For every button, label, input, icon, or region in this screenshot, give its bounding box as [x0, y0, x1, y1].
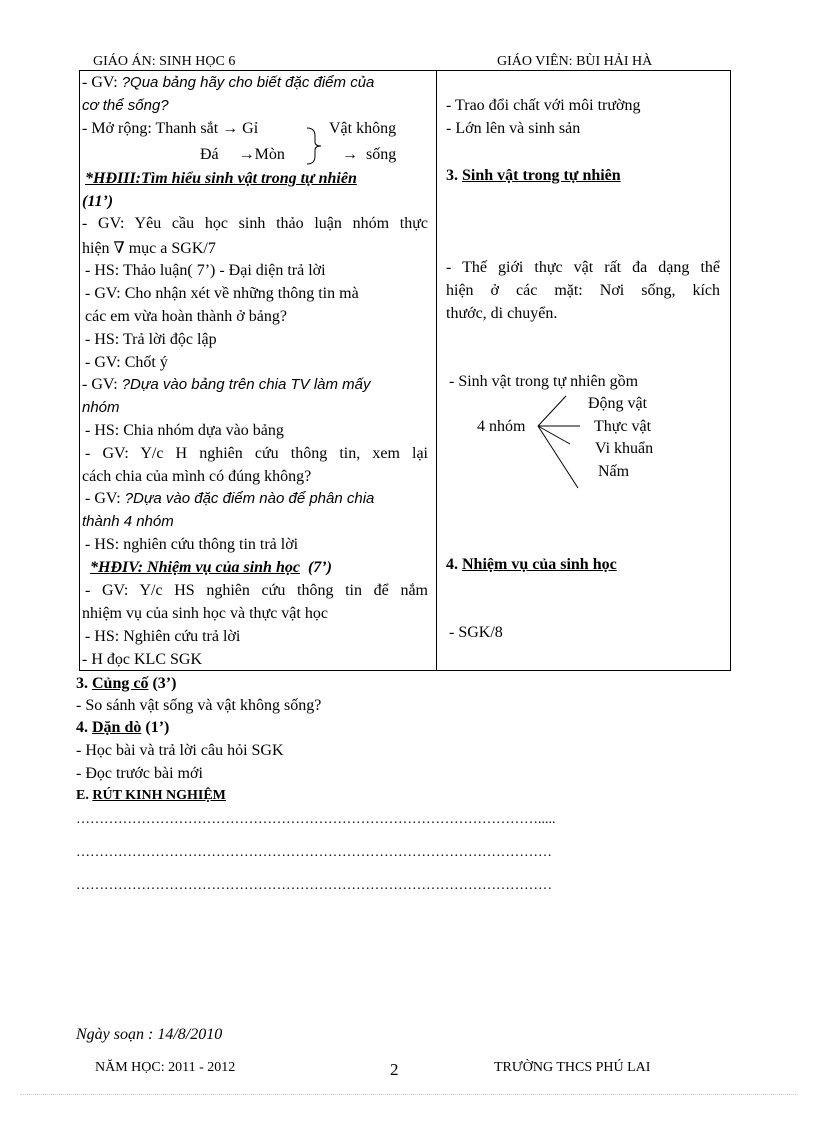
- arrow-icon: →: [222, 120, 239, 137]
- section-4-heading: [90, 559, 332, 577]
- table-divider: [436, 70, 437, 670]
- text: Mòn: [254, 146, 285, 163]
- right-line-8: - SGK/8: [449, 624, 503, 641]
- brace-icon: [305, 124, 325, 168]
- question-text: ?Qua bảng hãy cho biết đặc điểm của: [121, 74, 375, 91]
- heading-text: Củng cố: [92, 675, 149, 692]
- group-item-animals: Động vật: [588, 395, 648, 412]
- text: Đá: [200, 146, 219, 163]
- left-line-8: hiện ∇ mục a SGK/7: [82, 240, 216, 257]
- text: - GV:: [82, 376, 122, 393]
- section-3-heading: [85, 170, 357, 188]
- heading-text: *HĐIII:Tìm hiểu sinh vật trong tự nhiên: [85, 170, 357, 187]
- left-line-18: cách chia của mình có đúng không?: [82, 468, 312, 485]
- left-line-3-right: Vật không: [329, 120, 397, 137]
- left-line-12: - HS: Trả lời độc lập: [85, 331, 217, 348]
- left-line-11: các em vừa hoàn thành ở bảng?: [85, 308, 287, 325]
- heading-time: (1’): [141, 719, 170, 736]
- group-item-fungi: Nấm: [598, 463, 630, 480]
- text: - GV:: [85, 490, 125, 507]
- header-left: GIÁO ÁN: SINH HỌC 6: [93, 54, 236, 69]
- group-item-plants: Thực vật: [594, 418, 652, 435]
- right-line-4: [446, 259, 720, 277]
- text: - GV: Y/c HS nghiên cứu thông tin để nắm: [85, 582, 428, 599]
- header-right: GIÁO VIÊN: BÙI HẢI HÀ: [497, 54, 653, 69]
- heading-text: *HĐIV: Nhiệm vụ của sinh học: [90, 559, 300, 576]
- footer-dotted-rule: [20, 1094, 796, 1095]
- text: sống: [366, 146, 397, 163]
- right-line-5: [446, 282, 720, 300]
- left-line-24: nhiệm vụ của sinh học và thực vật học: [82, 605, 328, 622]
- text: - GV: Yêu cầu học sinh thảo luận nhóm thực: [82, 215, 428, 232]
- dotted-line-2: …………………………………………………………………………………………: [76, 845, 552, 860]
- section-3-time: (11’): [82, 193, 114, 210]
- content-table: [79, 70, 731, 671]
- heading-text: Nhiệm vụ của sinh học: [462, 556, 617, 573]
- heading-time: (7’): [307, 559, 332, 576]
- text: - GV:: [82, 74, 122, 91]
- footer-school-name: TRƯỜNG THCS PHÚ LAI: [494, 1060, 651, 1075]
- left-line-16: - HS: Chia nhóm dựa vào bảng: [85, 422, 284, 439]
- left-line-14: [82, 376, 371, 394]
- heading-time: (3’): [148, 675, 177, 692]
- right-line-1: - Trao đổi chất với môi trường: [446, 97, 641, 114]
- heading-prefix: E.: [76, 788, 93, 803]
- left-line-23: [85, 582, 428, 600]
- footer-school-year: NĂM HỌC: 2011 - 2012: [95, 1060, 236, 1075]
- heading-text: RÚT KINH NGHIỆM: [92, 788, 226, 803]
- text: Gỉ: [242, 120, 259, 137]
- left-line-7: [82, 215, 428, 233]
- group-item-bacteria: Vi khuẩn: [595, 440, 654, 457]
- dotted-line-1: ……………………………………………………………………………………….....: [76, 812, 556, 827]
- left-line-1: [82, 74, 374, 92]
- left-line-2: cơ thể sống?: [82, 97, 169, 114]
- section-e-heading: [76, 788, 226, 804]
- left-line-10: - GV: Cho nhận xét về những thông tin mà: [85, 285, 359, 302]
- arrow-icon: →: [342, 146, 358, 163]
- right-section-3-heading: [446, 167, 621, 185]
- question-text: ?Dựa vào đặc điểm nào để phân chia: [124, 490, 375, 507]
- left-line-4: [200, 146, 285, 164]
- page-number: 2: [390, 1060, 399, 1079]
- preparation-date: Ngày soạn : 14/8/2010: [76, 1026, 223, 1043]
- homework-line-2: - Đọc trước bài mới: [76, 765, 203, 782]
- left-line-19: [85, 490, 374, 508]
- left-line-13: - GV: Chốt ý: [85, 354, 168, 371]
- consolidation-text: - So sánh vật sống và vật không sống?: [76, 697, 322, 714]
- question-text: ?Dựa vào bảng trên chia TV làm mấy: [121, 376, 371, 393]
- right-line-2: - Lớn lên và sinh sản: [446, 120, 581, 137]
- text: hiện ở các mặt: Nơi sống, kích: [446, 282, 720, 299]
- left-line-20: thành 4 nhóm: [82, 513, 174, 530]
- right-line-7: - Sinh vật trong tự nhiên gồm: [449, 373, 639, 390]
- heading-text: Sinh vật trong tự nhiên: [462, 167, 621, 184]
- heading-number: 4.: [76, 719, 92, 736]
- left-line-25: - HS: Nghiên cứu trả lời: [85, 628, 241, 645]
- heading-number: 3.: [76, 675, 92, 692]
- left-line-17: [85, 445, 428, 463]
- left-line-3: [82, 120, 258, 138]
- left-line-4-right: [342, 146, 396, 164]
- left-line-21: - HS: nghiên cứu thông tin trả lời: [85, 536, 299, 553]
- left-line-26: - H đọc KLC SGK: [82, 651, 202, 668]
- arrow-icon: →: [238, 146, 255, 163]
- right-line-6: thước, di chuyển.: [446, 305, 558, 322]
- text: - GV: Y/c H nghiên cứu thông tin, xem lại: [85, 445, 428, 462]
- text: - Mở rộng: Thanh sắt: [82, 120, 219, 137]
- section-consolidation-heading: [76, 675, 176, 693]
- dotted-line-3: …………………………………………………………………………………………: [76, 878, 552, 893]
- heading-text: Dặn dò: [92, 719, 142, 736]
- heading-number: 4.: [446, 556, 462, 573]
- branch-lines-icon: [536, 392, 586, 492]
- left-line-15: nhóm: [82, 399, 120, 416]
- right-section-4-heading: [446, 556, 617, 574]
- text: - Thế giới thực vật rất đa dạng thể: [446, 259, 720, 276]
- heading-number: 3.: [446, 167, 462, 184]
- left-line-9: - HS: Thảo luận( 7’) - Đại diện trả lời: [85, 262, 326, 279]
- section-homework-heading: [76, 719, 169, 737]
- homework-line-1: - Học bài và trả lời câu hỏi SGK: [76, 742, 284, 759]
- group-label: 4 nhóm: [477, 418, 526, 435]
